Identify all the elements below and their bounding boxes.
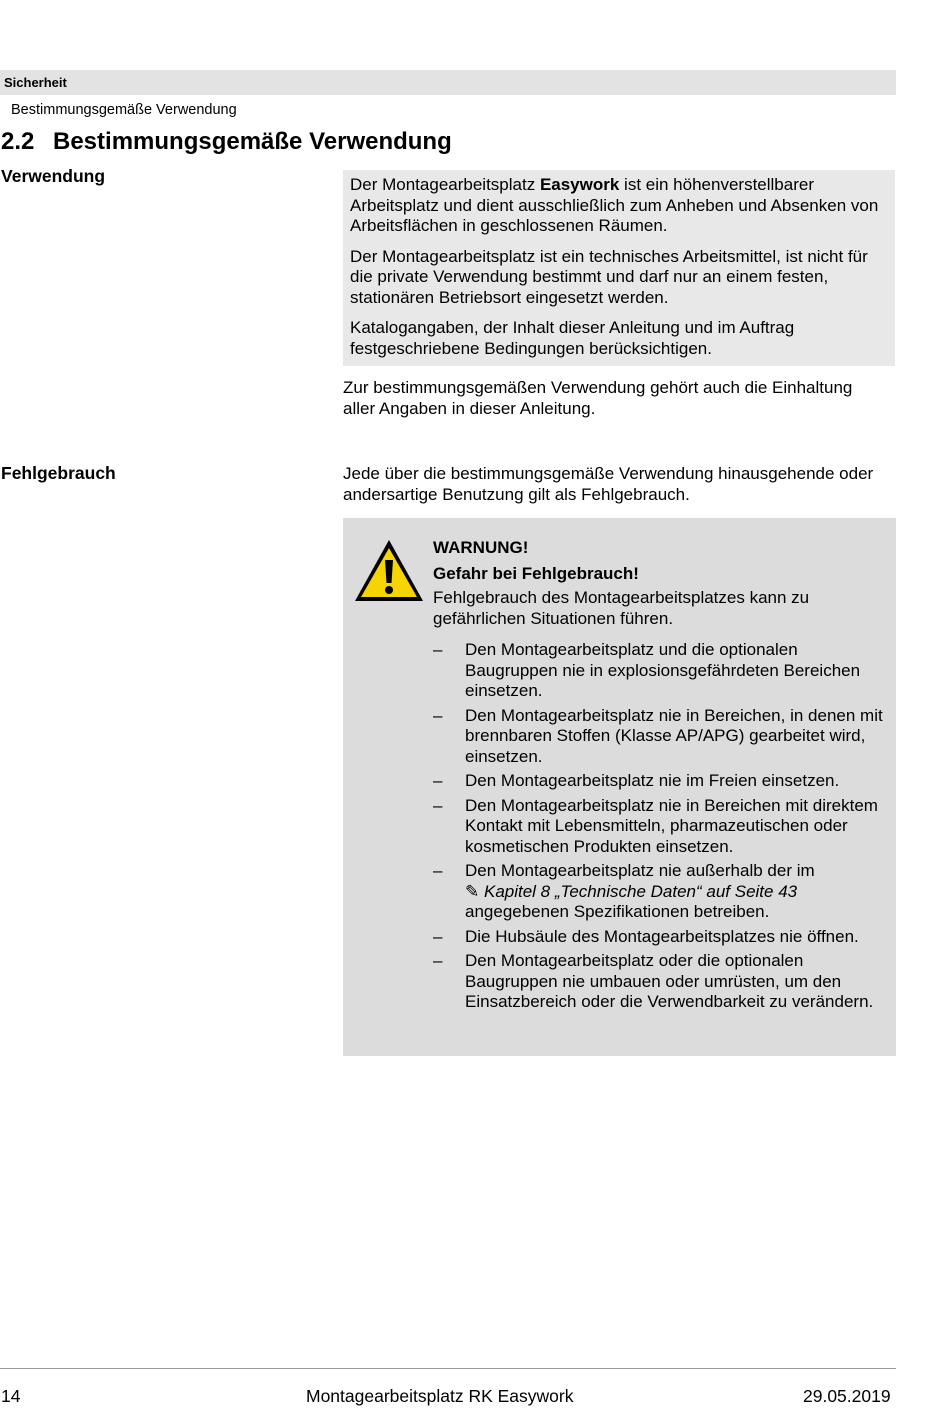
dash: – bbox=[433, 705, 443, 725]
dash: – bbox=[433, 926, 443, 946]
cross-reference-text: Kapitel 8 „Technische Daten“ auf Seite 43 bbox=[483, 881, 798, 901]
footer-divider bbox=[0, 1368, 896, 1369]
verwendung-box-paragraph-3: Katalogangaben, der Inhalt dieser Anleitung und im Auftrag festgeschriebene Bedingungen berücksichtigen. bbox=[350, 318, 795, 358]
warning-description: Fehlgebrauch des Montagearbeitsplatzes kann zu gefährlichen Situationen führen. bbox=[433, 588, 810, 628]
page-number: 14 bbox=[1, 1386, 21, 1406]
text: ist ein höhenverstellbarer Arbeitsplatz und dient ausschließlich zum Anheben und Absenken von Arbeitsflächen in geschlossenen Räumen. bbox=[350, 175, 879, 235]
section-title: Bestimmungsgemäße Verwendung bbox=[53, 128, 452, 155]
dash: – bbox=[433, 771, 443, 790]
cross-reference-link[interactable] bbox=[465, 882, 797, 901]
warning-box bbox=[343, 518, 896, 1056]
footer-date: 29.05.2019 bbox=[803, 1386, 891, 1406]
verwendung-box-paragraph-2: Der Montagearbeitsplatz ist ein technisches Arbeitsmittel, ist nicht für die private Verwendung bestimmt und darf nur an einem festen, stationären Betriebsort eingesetzt werden. bbox=[350, 246, 868, 307]
dash: – bbox=[433, 795, 443, 815]
list-item-text: Den Montagearbeitsplatz und die optionalen Baugruppen nie in explosionsgefährdeten Bereichen einsetzen. bbox=[465, 640, 861, 700]
list-item-text: angegebenen Spezifikationen betreiben. bbox=[465, 902, 770, 921]
list-item-text: Den Montagearbeitsplatz nie im Freien einsetzen. bbox=[465, 771, 840, 790]
chapter-title: Sicherheit bbox=[4, 75, 67, 90]
verwendung-box-paragraph-1 bbox=[343, 170, 895, 237]
list-item-text: Den Montagearbeitsplatz nie in Bereichen, in denen mit brennbaren Stoffen (Klasse AP/APG) gearbeitet wird, einsetzen. bbox=[465, 705, 883, 766]
section-heading bbox=[1, 128, 452, 156]
cross-reference-icon: ✎ bbox=[465, 881, 480, 901]
verwendung-box bbox=[343, 170, 895, 366]
subchapter-title: Bestimmungsgemäße Verwendung bbox=[11, 102, 237, 118]
fehlgebrauch-label: Fehlgebrauch bbox=[1, 463, 116, 483]
warning-content bbox=[433, 538, 888, 1017]
list-item bbox=[433, 927, 888, 948]
list-item bbox=[433, 706, 888, 768]
warning-list bbox=[433, 640, 888, 1013]
header-bar bbox=[0, 70, 896, 95]
fehlgebrauch-paragraph: Jede über die bestimmungsgemäße Verwendung hinausgehende oder andersartige Benutzung gilt als Fehlgebrauch. bbox=[343, 464, 874, 504]
list-item bbox=[433, 951, 888, 1013]
list-item-text: Die Hubsäule des Montagearbeitsplatzes nie öffnen. bbox=[465, 926, 859, 946]
warning-signal-word: WARNUNG! bbox=[433, 538, 529, 557]
list-item bbox=[433, 771, 888, 792]
warning-triangle-icon bbox=[353, 538, 425, 604]
product-name: Easywork bbox=[539, 175, 620, 194]
verwendung-paragraph: Zur bestimmungsgemäßen Verwendung gehört auch die Einhaltung aller Angaben in dieser Anleitung. bbox=[343, 378, 853, 418]
warning-title: Gefahr bei Fehlgebrauch! bbox=[433, 563, 639, 583]
list-item bbox=[433, 796, 888, 858]
verwendung-label: Verwendung bbox=[1, 166, 106, 186]
dash: – bbox=[433, 951, 443, 970]
dash: – bbox=[433, 861, 443, 880]
dash: – bbox=[433, 640, 443, 659]
list-item-text: Den Montagearbeitsplatz nie außerhalb der im bbox=[465, 861, 815, 880]
text: Der Montagearbeitsplatz bbox=[350, 175, 540, 194]
footer-document-title: Montagearbeitsplatz RK Easywork bbox=[306, 1386, 574, 1406]
list-item bbox=[433, 640, 888, 702]
list-item-text: Den Montagearbeitsplatz oder die optionalen Baugruppen nie umbauen oder umrüsten, um den Einsatzbereich oder die Verwendbarkeit zu verändern. bbox=[465, 951, 874, 1011]
list-item-text: Den Montagearbeitsplatz nie in Bereichen mit direktem Kontakt mit Lebensmitteln, pharmazeutischen oder kosmetischen Produkten einsetzen. bbox=[465, 795, 878, 856]
section-number: 2.2 bbox=[1, 128, 35, 155]
list-item bbox=[433, 861, 888, 923]
